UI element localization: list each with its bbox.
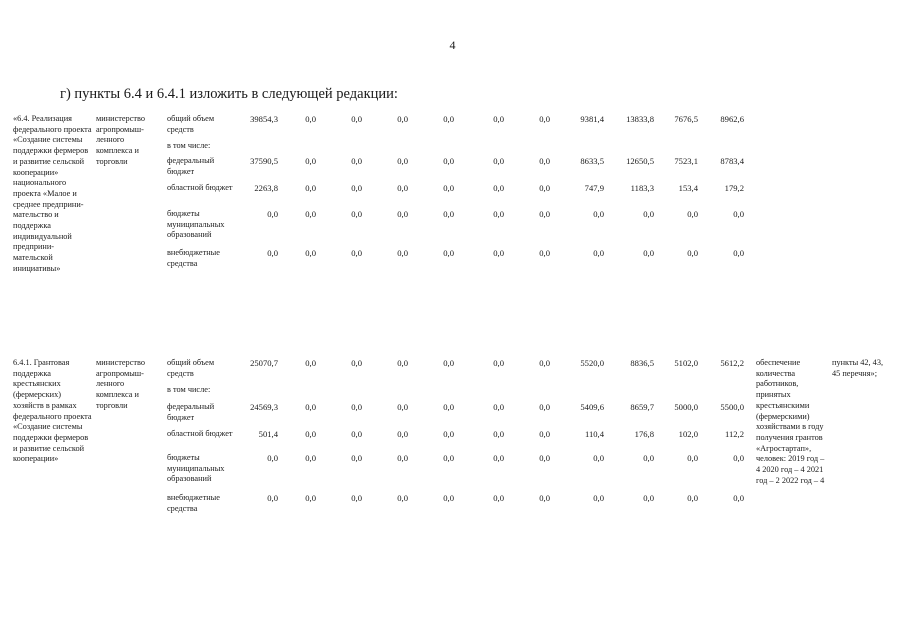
source-label: федеральный бюджет [167, 156, 215, 176]
value-cell: 0,0 [493, 156, 504, 166]
value-cell: 0,0 [351, 358, 362, 368]
value-cell: 110,4 [584, 429, 604, 439]
value-cell: 0,0 [593, 209, 604, 219]
value-cell: 0,0 [687, 453, 698, 463]
page-number: 4 [449, 38, 456, 52]
source-label: внебюджетные средства [167, 493, 220, 513]
source-label: бюджеты муниципальных образований [167, 209, 225, 240]
value-cell: 8659,7 [630, 402, 654, 412]
value-cell: 0,0 [305, 156, 316, 166]
value-cell: 0,0 [493, 493, 504, 503]
value-cell: 0,0 [397, 209, 408, 219]
value-cell: 0,0 [733, 453, 744, 463]
measure-name: 6.4.1. Грантовая поддержка крестьянских (фермерских) хозяйств в рамках федерального проекта «Создание системы поддержки фермеров и развитие сельской кооперации» [13, 358, 92, 464]
value-cell: 0,0 [539, 453, 550, 463]
value-cell: 0,0 [305, 183, 316, 193]
source-label: бюджеты муниципальных образований [167, 453, 225, 484]
value-cell: 0,0 [267, 493, 278, 503]
value-cell: 25070,7 [250, 358, 278, 368]
source-label: в том числе: [167, 141, 211, 150]
source-label: общий объем средств [167, 358, 215, 378]
value-cell: 0,0 [351, 209, 362, 219]
section-heading: г) пункты 6.4 и 6.4.1 изложить в следующей редакции: [60, 86, 398, 102]
value-cell: 0,0 [443, 183, 454, 193]
source-label: общий объем средств [167, 114, 215, 134]
value-cell: 1183,3 [630, 183, 654, 193]
value-cell: 0,0 [687, 248, 698, 258]
value-cell: 0,0 [351, 114, 362, 124]
value-cell: 0,0 [539, 493, 550, 503]
value-cell: 0,0 [397, 183, 408, 193]
value-cell: 0,0 [493, 429, 504, 439]
value-cell: 0,0 [443, 453, 454, 463]
value-cell: 0,0 [493, 114, 504, 124]
value-cell: 0,0 [539, 429, 550, 439]
value-cell: 0,0 [267, 453, 278, 463]
measure-name: «6.4. Реализация федерального проекта «Создание системы поддержки фермеров и развитие сельской кооперации» национального проекта «Малое и среднее предприни-мательство и поддержка индивидуальной предприни-мательской инициативы» [13, 114, 92, 273]
value-cell: 0,0 [351, 156, 362, 166]
value-cell: 0,0 [443, 402, 454, 412]
value-cell: 0,0 [397, 402, 408, 412]
value-cell: 0,0 [539, 156, 550, 166]
value-cell: 0,0 [539, 402, 550, 412]
value-cell: 0,0 [443, 358, 454, 368]
value-cell: 0,0 [305, 493, 316, 503]
value-cell: 0,0 [397, 493, 408, 503]
source-row [0, 402, 905, 432]
value-cell: 39854,3 [250, 114, 278, 124]
source-row [0, 248, 905, 278]
value-cell: 176,8 [634, 429, 654, 439]
value-cell: 8836,5 [630, 358, 654, 368]
value-cell: 0,0 [643, 493, 654, 503]
value-cell: 9381,4 [580, 114, 604, 124]
source-row [0, 209, 905, 239]
source-row [0, 453, 905, 483]
value-cell: 0,0 [493, 402, 504, 412]
value-cell: 0,0 [493, 248, 504, 258]
source-label: областной бюджет [167, 183, 233, 192]
value-cell: 0,0 [593, 453, 604, 463]
value-cell: 24569,3 [250, 402, 278, 412]
source-row [0, 114, 905, 144]
value-cell: 0,0 [593, 493, 604, 503]
source-label: внебюджетные средства [167, 248, 220, 268]
value-cell: 0,0 [351, 453, 362, 463]
value-cell: 5612,2 [720, 358, 744, 368]
value-cell: 0,0 [443, 156, 454, 166]
value-cell: 13833,8 [626, 114, 654, 124]
value-cell: 0,0 [443, 248, 454, 258]
value-cell: 0,0 [643, 209, 654, 219]
value-cell: 0,0 [443, 114, 454, 124]
value-cell: 5520,0 [580, 358, 604, 368]
source-row [0, 156, 905, 186]
value-cell: 5000,0 [674, 402, 698, 412]
value-cell: 0,0 [267, 248, 278, 258]
executor: министерство агропромыш-ленного комплекса и торговли [96, 114, 146, 166]
value-cell: 179,2 [724, 183, 744, 193]
source-row [0, 493, 905, 523]
value-cell: 501,4 [258, 429, 278, 439]
value-cell: 0,0 [539, 183, 550, 193]
value-cell: 0,0 [305, 402, 316, 412]
value-cell: 0,0 [305, 453, 316, 463]
value-cell: 0,0 [351, 493, 362, 503]
value-cell: 12650,5 [626, 156, 654, 166]
value-cell: 37590,5 [250, 156, 278, 166]
value-cell: 0,0 [443, 209, 454, 219]
value-cell: 0,0 [351, 402, 362, 412]
value-cell: 0,0 [443, 429, 454, 439]
value-cell: 0,0 [397, 453, 408, 463]
value-cell: 0,0 [687, 493, 698, 503]
value-cell: 0,0 [397, 429, 408, 439]
value-cell: 7523,1 [674, 156, 698, 166]
value-cell: 0,0 [267, 209, 278, 219]
source-label: федеральный бюджет [167, 402, 215, 422]
value-cell: 0,0 [493, 183, 504, 193]
value-cell: 0,0 [733, 209, 744, 219]
value-cell: 747,9 [584, 183, 604, 193]
value-cell: 0,0 [539, 358, 550, 368]
value-cell: 0,0 [539, 114, 550, 124]
value-cell: 0,0 [305, 358, 316, 368]
source-label: областной бюджет [167, 429, 233, 438]
value-cell: 0,0 [397, 156, 408, 166]
value-cell: 0,0 [733, 248, 744, 258]
expected-result: обеспечение количества работников, принятых крестьянскими (фермерскими) хозяйствами в году получения грантов «Агростартап», человек: 2019 год – 4 2020 год – 4 2021 год – 2 2022 год – 4 [756, 358, 825, 485]
value-cell: 0,0 [305, 114, 316, 124]
source-row [0, 358, 905, 388]
value-cell: 153,4 [678, 183, 698, 193]
executor: министерство агропромыш-ленного комплекса и торговли [96, 358, 146, 410]
value-cell: 112,2 [724, 429, 744, 439]
value-cell: 0,0 [351, 429, 362, 439]
value-cell: 0,0 [493, 209, 504, 219]
value-cell: 8633,5 [580, 156, 604, 166]
value-cell: 0,0 [397, 114, 408, 124]
value-cell: 0,0 [493, 453, 504, 463]
value-cell: 8962,6 [720, 114, 744, 124]
source-label: в том числе: [167, 385, 211, 394]
value-cell: 5500,0 [720, 402, 744, 412]
value-cell: 0,0 [687, 209, 698, 219]
value-cell: 0,0 [593, 248, 604, 258]
value-cell: 7676,5 [674, 114, 698, 124]
value-cell: 2263,8 [254, 183, 278, 193]
value-cell: 0,0 [643, 453, 654, 463]
value-cell: 5409,6 [580, 402, 604, 412]
value-cell: 0,0 [443, 493, 454, 503]
value-cell: 0,0 [539, 248, 550, 258]
value-cell: 0,0 [733, 493, 744, 503]
value-cell: 0,0 [397, 358, 408, 368]
value-cell: 0,0 [397, 248, 408, 258]
value-cell: 8783,4 [720, 156, 744, 166]
value-cell: 5102,0 [674, 358, 698, 368]
value-cell: 0,0 [539, 209, 550, 219]
value-cell: 0,0 [305, 209, 316, 219]
value-cell: 102,0 [678, 429, 698, 439]
list-reference: пункты 42, 43, 45 перечня»; [832, 358, 884, 378]
value-cell: 0,0 [351, 183, 362, 193]
value-cell: 0,0 [305, 429, 316, 439]
value-cell: 0,0 [351, 248, 362, 258]
value-cell: 0,0 [493, 358, 504, 368]
value-cell: 0,0 [643, 248, 654, 258]
value-cell: 0,0 [305, 248, 316, 258]
